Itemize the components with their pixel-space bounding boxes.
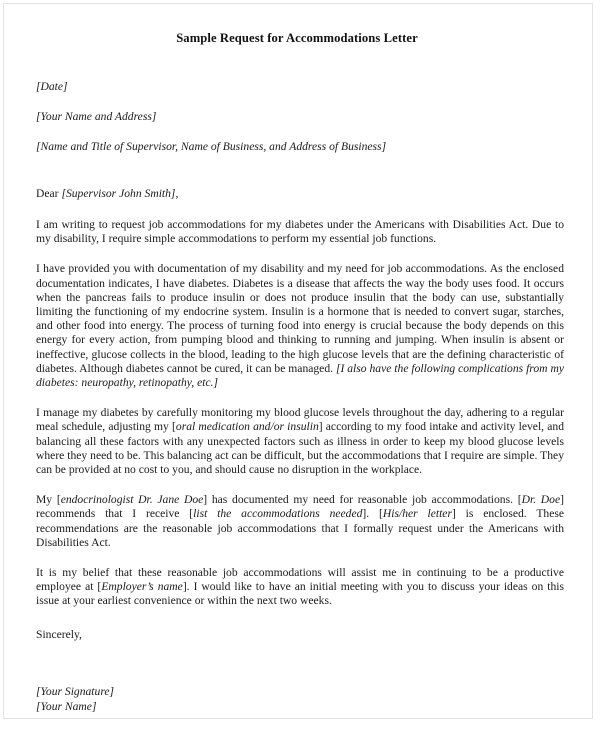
page-title: Sample Request for Accommodations Letter: [176, 31, 418, 45]
text-run: I manage my diabetes by carefully monitoring my blood glucose levels throughout the day, adhering to a regular meal schedule, adjusting my [: [36, 406, 564, 434]
date-placeholder: [Date]: [36, 80, 68, 93]
paragraph-physician: [36, 493, 566, 550]
italic-placeholder-run: His/her letter: [382, 507, 452, 521]
italic-placeholder-run: Employer’s name: [101, 580, 183, 594]
text-run: My [: [36, 493, 61, 507]
text-run: ] recommends that I receive [: [36, 493, 564, 521]
salutation-suffix: ,: [175, 187, 179, 200]
sender-address-placeholder: [Your Name and Address]: [36, 110, 157, 123]
italic-placeholder-run: [I also have the following complications from my diabetes: neuropathy, retinopathy, etc.]: [36, 361, 564, 390]
text-run: I am writing to request job accommodations for my diabetes under the Americans with Disabilities Act. Due to my disability, I require simple accommodations to perform my essential job functions.: [36, 218, 564, 246]
italic-placeholder-run: list the accommodations needed: [193, 507, 363, 521]
paragraph-request-meeting: [36, 566, 566, 609]
closing-line: Sincerely,: [36, 627, 82, 641]
italic-placeholder-run: oral medication and/or insulin: [175, 420, 319, 434]
paragraph-management: [36, 406, 566, 477]
salutation: [36, 187, 566, 201]
name-placeholder: [Your Name]: [36, 700, 97, 714]
salutation-prefix: Dear: [36, 187, 62, 200]
text-run: ] is enclosed. These recommendations are the reasonable job accommodations that I formally request under the Americans with Disabilities Act.: [36, 507, 564, 549]
paragraph-intro: [36, 218, 566, 246]
paragraph-documentation: [36, 262, 566, 390]
text-run: I have provided you with documentation of my disability and my need for job accommodations. As the enclosed documentation indicates, I have diabetes. Diabetes is a disease that affects the way the body uses food. It occurs when the pancreas fails to produce insulin or does not produce insulin that the body can use, substantially limiting the functioning of my endocrine system. Insulin is a hormone that is needed to convert sugar, starches, and other food into energy. The process of turning food into energy is crucial because the body depends on this energy for every action, from pumping blood and thinking to running and jumping. When insulin is absent or ineffective, glucose collects in the blood, leading to the high glucose levels that are the defining characteristic of diabetes. Although diabetes cannot be cured, it can be managed.: [36, 262, 564, 375]
salutation-placeholder: [Supervisor John Smith]: [61, 187, 176, 200]
text-run: ]. [: [362, 507, 383, 521]
recipient-address-placeholder: [Name and Title of Supervisor, Name of Business, and Address of Business]: [36, 140, 387, 153]
title-spacer: [36, 46, 566, 80]
text-run: It is my belief that these reasonable job accommodations will assist me in continuing to be a productive employee at [: [36, 566, 564, 594]
document-page: [3, 3, 593, 719]
signature-placeholder: [Your Signature]: [36, 684, 115, 698]
italic-placeholder-run: endocrinologist Dr. Jane Doe: [60, 493, 204, 507]
text-run: ]. I would like to have an initial meeting with you to discuss your ideas on this issue at your earliest convenience or within the next two weeks.: [36, 580, 564, 608]
document-body: [4, 4, 592, 715]
signature-block: [36, 684, 566, 715]
text-run: ] has documented my need for reasonable job accommodations. [: [203, 493, 522, 507]
italic-placeholder-run: Dr. Doe: [521, 493, 561, 507]
text-run: ] according to my food intake and activity level, and balancing all these factors with any unexpected factors such as illness in order to keep my blood glucose levels where they need to be. This balancing act can be difficult, but the accommodations that I require are simple. They can be provided at no cost to you, and should cause no disruption in the workplace.: [36, 420, 564, 477]
